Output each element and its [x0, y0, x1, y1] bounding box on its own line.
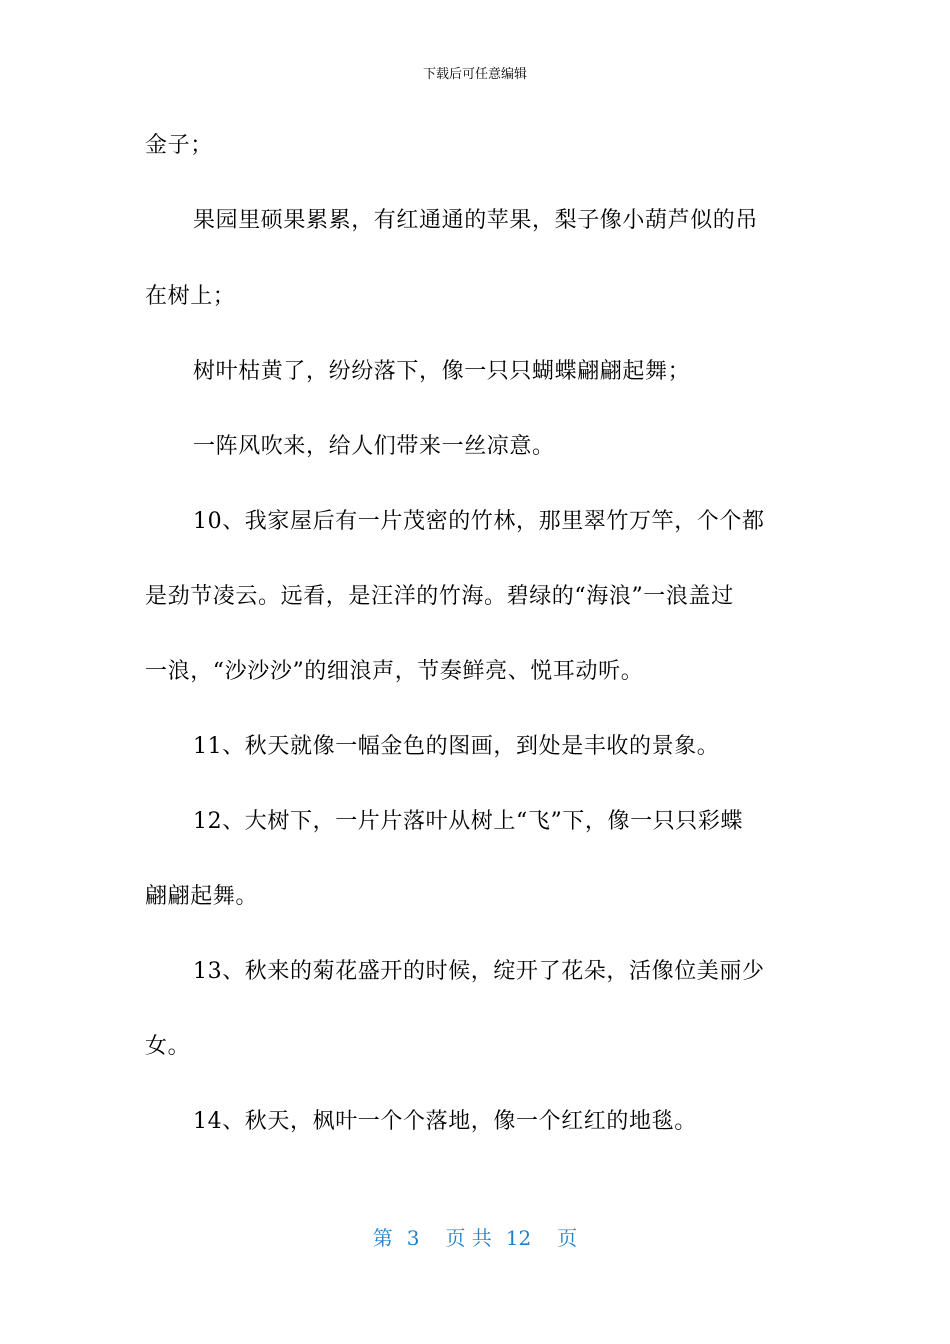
- text-line: 11、秋天就像一幅金色的图画，到处是丰收的景象。: [193, 734, 720, 759]
- text-line: 在树上；: [145, 284, 236, 309]
- footer-total-pages: 12: [505, 1226, 532, 1250]
- text-line: 一浪，“沙沙沙”的细浪声，节奏鲜亮、悦耳动听。: [145, 659, 644, 684]
- text-line: 一阵风吹来，给人们带来一丝凉意。: [193, 434, 555, 459]
- footer-middle: 页 共: [445, 1226, 492, 1250]
- page-footer: [0, 1224, 950, 1252]
- text-line: 果园里硕果累累，有红通通的苹果，梨子像小葫芦似的吊: [193, 208, 759, 233]
- text-line: 12、大树下，一片片落叶从树上“飞”下，像一只只彩蝶: [193, 809, 744, 834]
- text-line: 14、秋天，枫叶一个个落地，像一个红红的地毯。: [193, 1109, 697, 1134]
- text-line: 女。: [145, 1034, 191, 1059]
- footer-prefix: 第: [372, 1226, 393, 1250]
- text-line: 10、我家屋后有一片茂密的竹林，那里翠竹万竿，个个都: [193, 509, 765, 534]
- footer-page-number: 3: [406, 1226, 420, 1250]
- footer-suffix: 页: [557, 1226, 578, 1250]
- text-line: 树叶枯黄了，纷纷落下，像一只只蝴蝶翩翩起舞；: [193, 359, 691, 384]
- text-line: 13、秋来的菊花盛开的时候，绽开了花朵，活像位美丽少: [193, 959, 765, 984]
- text-line: 是劲节凌云。远看，是汪洋的竹海。碧绿的“海浪”一浪盖过: [145, 584, 734, 609]
- page-header: 下载后可任意编辑: [422, 67, 527, 82]
- text-line: 翩翩起舞。: [145, 884, 259, 909]
- text-line: 金子；: [145, 133, 213, 158]
